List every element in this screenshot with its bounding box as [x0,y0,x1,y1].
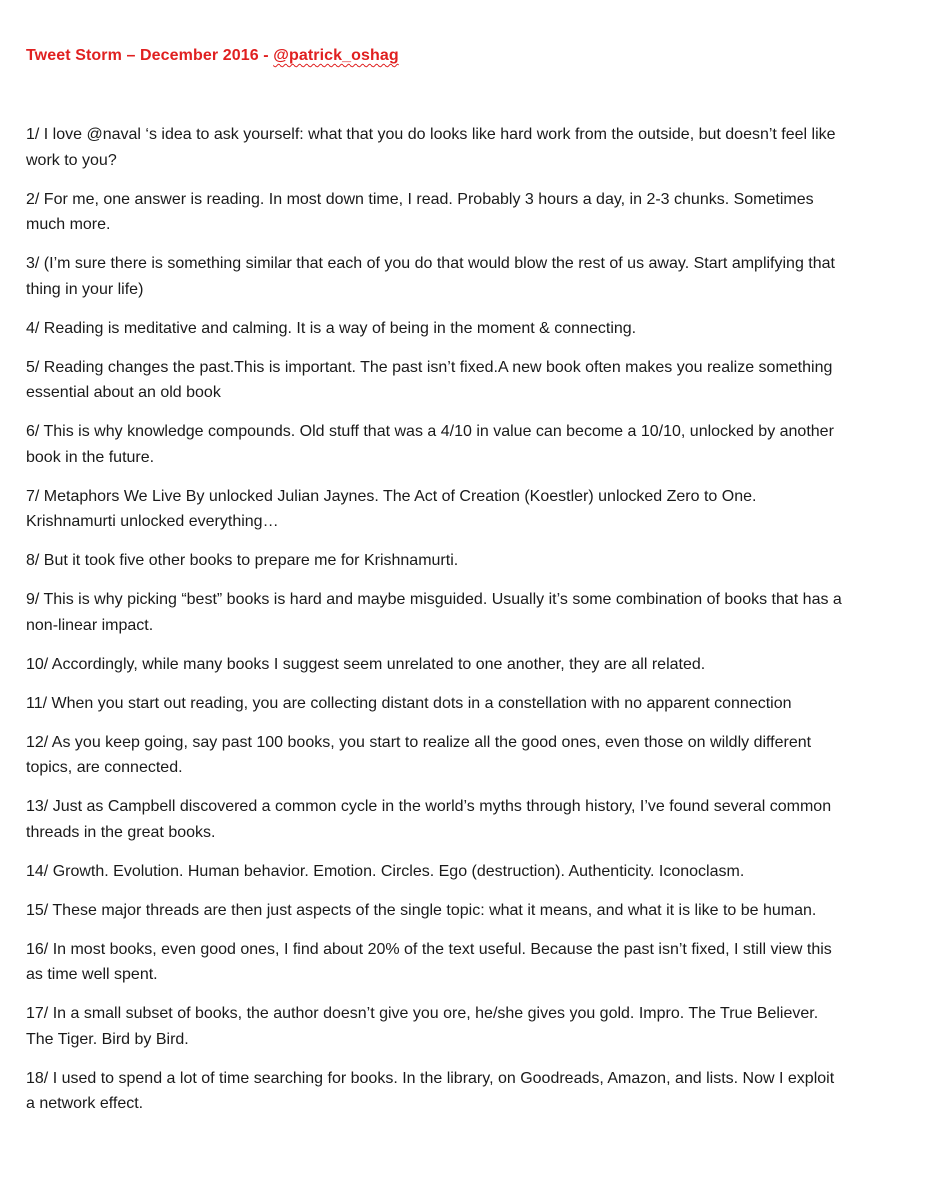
tweet-13: 13/ Just as Campbell discovered a common cycle in the world’s myths through history, I’ve found several common threads in the great books. [26,798,832,841]
tweet-9: 9/ This is why picking “best” books is hard and maybe misguided. Usually it’s some combination of books that has a non-linear impact. [26,591,842,634]
title-handle: @patrick_oshag [273,47,399,64]
tweet-4: 4/ Reading is meditative and calming. It is a way of being in the moment & connecting. [26,319,637,337]
tweet-10: 10/ Accordingly, while many books I suggest seem unrelated to one another, they are all related. [26,655,706,673]
tweet-6: 6/ This is why knowledge compounds. Old stuff that was a 4/10 in value can become a 10/10, unlocked by another book in the future. [26,423,834,466]
document-title [26,44,916,68]
tweet-1: 1/ I love @naval ‘s idea to ask yourself: what that you do looks like hard work from the outside, but doesn’t feel like work to you? [26,126,836,169]
tweet-16: 16/ In most books, even good ones, I find about 20% of the text useful. Because the past isn’t fixed, I still view this as time well spent. [26,940,832,983]
tweet-14: 14/ Growth. Evolution. Human behavior. Emotion. Circles. Ego (destruction). Authenticity. Iconoclasm. [26,862,745,880]
tweet-3: 3/ (I’m sure there is something similar that each of you do that would blow the rest of us away. Start amplifying that thing in your life) [26,255,835,298]
tweet-11: 11/ When you start out reading, you are collecting distant dots in a constellation with no apparent connection [26,694,792,712]
tweet-17: 17/ In a small subset of books, the author doesn’t give you ore, he/she gives you gold. Impro. The True Believer. The Tiger. Bird by Bird. [26,1005,819,1048]
tweet-12: 12/ As you keep going, say past 100 books, you start to realize all the good ones, even those on wildly different topics, are connected. [26,733,812,776]
tweet-2: 2/ For me, one answer is reading. In most down time, I read. Probably 3 hours a day, in 2-3 chunks. Sometimes much more. [26,190,814,233]
tweet-list [26,122,846,1117]
title-prefix: Tweet Storm – December 2016 - [26,47,274,64]
tweet-5: 5/ Reading changes the past.This is important. The past isn’t fixed.A new book often makes you realize something essential about an old book [26,358,833,401]
tweet-15: 15/ These major threads are then just aspects of the single topic: what it means, and what it is like to be human. [26,901,817,919]
tweet-7: 7/ Metaphors We Live By unlocked Julian Jaynes. The Act of Creation (Koestler) unlocked Zero to One. Krishnamurti unlocked everything… [26,487,757,530]
tweet-8: 8/ But it took five other books to prepare me for Krishnamurti. [26,552,459,569]
tweet-18: 18/ I used to spend a lot of time searching for books. In the library, on Goodreads, Amazon, and lists. Now I exploit a network effect. [26,1069,835,1112]
